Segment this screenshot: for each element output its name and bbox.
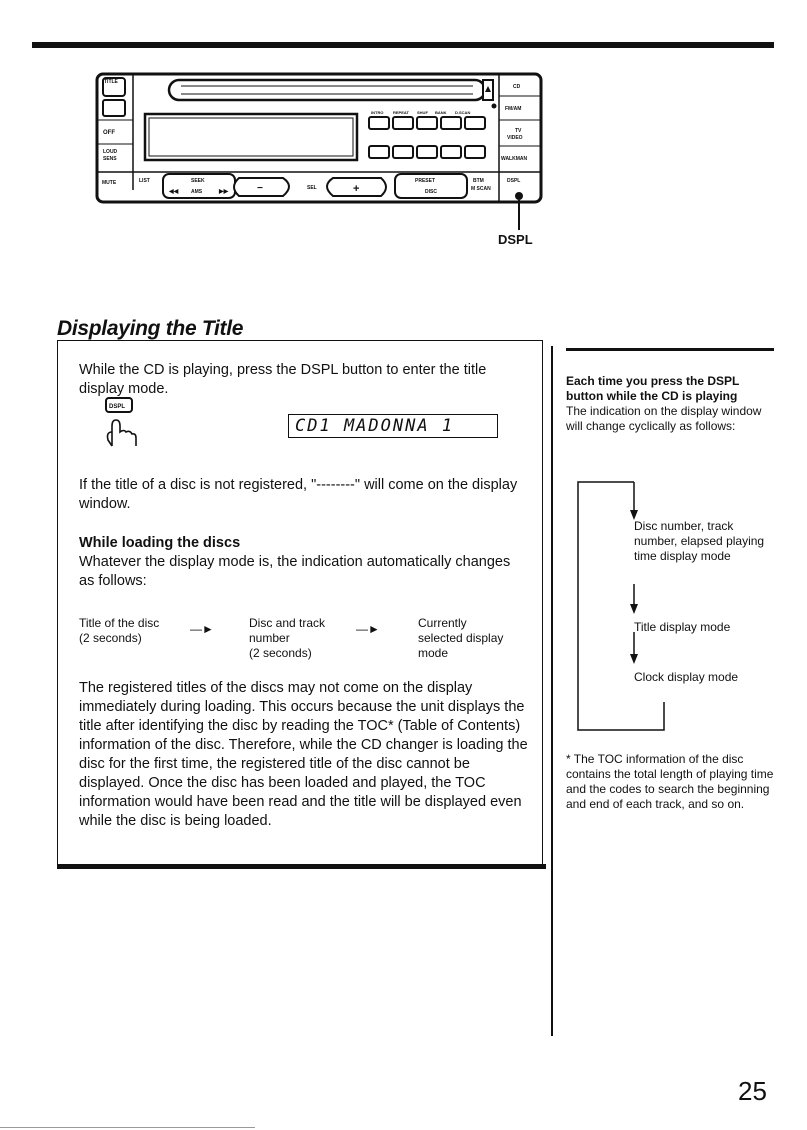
minus-label: − [257, 183, 263, 194]
loud-label: LOUD [103, 149, 118, 155]
bank-label: BANK [435, 110, 447, 115]
column-divider [551, 346, 553, 1036]
fmam-label: FM/AM [505, 106, 522, 112]
cycle-step-2: Title display mode [634, 620, 731, 634]
mscan-label: M SCAN [471, 186, 491, 192]
tv-label: TV [515, 128, 522, 134]
dspl-button-caption: DSPL [109, 404, 126, 410]
loading-paragraph: Whatever the display mode is, the indication automatically changes as follows: [79, 554, 511, 589]
repeat-label: REPEAT [393, 110, 409, 115]
sel-label: SEL [307, 185, 317, 191]
page-number: 25 [738, 1076, 767, 1106]
mute-label: MUTE [102, 180, 117, 186]
plus-label: + [353, 183, 360, 195]
side-top-rule [566, 348, 774, 351]
shuf-label: SHUF [417, 110, 428, 115]
disc-label: DISC [425, 189, 437, 195]
dspl-key-label: DSPL [507, 178, 521, 184]
cycle-step-3: Clock display mode [634, 670, 739, 684]
unregistered-note: If the title of a disc is not registered, "--------" will come on the display window. [79, 477, 518, 512]
title-button-label: TITLE [104, 79, 118, 85]
preset-label: PRESET [415, 178, 436, 184]
flow-arrow-1: —► [190, 622, 214, 636]
walkman-label: WALKMAN [501, 156, 528, 162]
svg-text:◀◀: ◀◀ [169, 189, 179, 195]
car-stereo-front-panel [95, 72, 543, 204]
top-rule [32, 42, 774, 48]
side-note: The indication on the display window will change cyclically as follows: [566, 404, 762, 433]
flow-step-disc-track: Disc and track number (2 seconds) [249, 616, 326, 660]
hand-pointer-icon [112, 420, 136, 446]
cycle-step-1: Disc number, track number, elapsed playing time display mode [634, 519, 765, 563]
video-label: VIDEO [507, 135, 523, 141]
list-label: LIST [139, 178, 150, 184]
lcd-title-display: CD1 MADONNA 1 [288, 414, 498, 438]
section-heading: Displaying the Title [57, 317, 244, 340]
sens-label: SENS [103, 156, 117, 162]
dspl-button-illustration [82, 396, 142, 448]
dspl-button-dot [515, 192, 523, 200]
intro-label: INTRO [371, 110, 384, 115]
preset-buttons-lower [369, 146, 485, 158]
preset-buttons-upper [369, 117, 485, 129]
dspl-callout-label: DSPL [498, 232, 533, 247]
side-bold-note: Each time you press the DSPL button while the CD is playing [566, 374, 740, 403]
flow-step-title: Title of the disc (2 seconds) [79, 616, 160, 645]
seek-label: SEEK [191, 178, 205, 184]
btm-label: BTM [473, 178, 484, 184]
off-label: OFF [103, 130, 115, 136]
bottom-rule [0, 1127, 255, 1128]
flow-step-current-mode: Currently selected display mode [418, 616, 504, 660]
display-window [145, 114, 357, 160]
flow-arrow-2: —► [356, 622, 380, 636]
loading-explanation: The registered titles of the discs may not come on the display immediately during loading. This occurs because the unit displays the title after identifying the disc by reading the TOC* (Table of Contents) information of the disc. Therefore, while the CD changer is loading the disc for the first time, the registered title of the disc cannot be displayed. Once the disc has been loaded and played, the TOC information would have been read and the title will be displayed even while the disc is being loaded. [79, 680, 528, 829]
cd-label: CD [513, 84, 521, 90]
dspl-callout-line [517, 204, 521, 230]
main-box-shadow-bar [57, 864, 546, 869]
cd-slot [169, 80, 485, 100]
dscan-label: D.SCAN [455, 110, 471, 115]
svg-text:▶▶: ▶▶ [219, 189, 229, 195]
ams-label: AMS [191, 189, 203, 195]
intro-paragraph: While the CD is playing, press the DSPL button to enter the title display mode. [79, 362, 487, 397]
loading-subheading: While loading the discs [79, 535, 241, 551]
toc-footnote: * The TOC information of the disc contains the total length of playing time and the codes to search the beginning and end of each track, and so on. [566, 752, 774, 811]
